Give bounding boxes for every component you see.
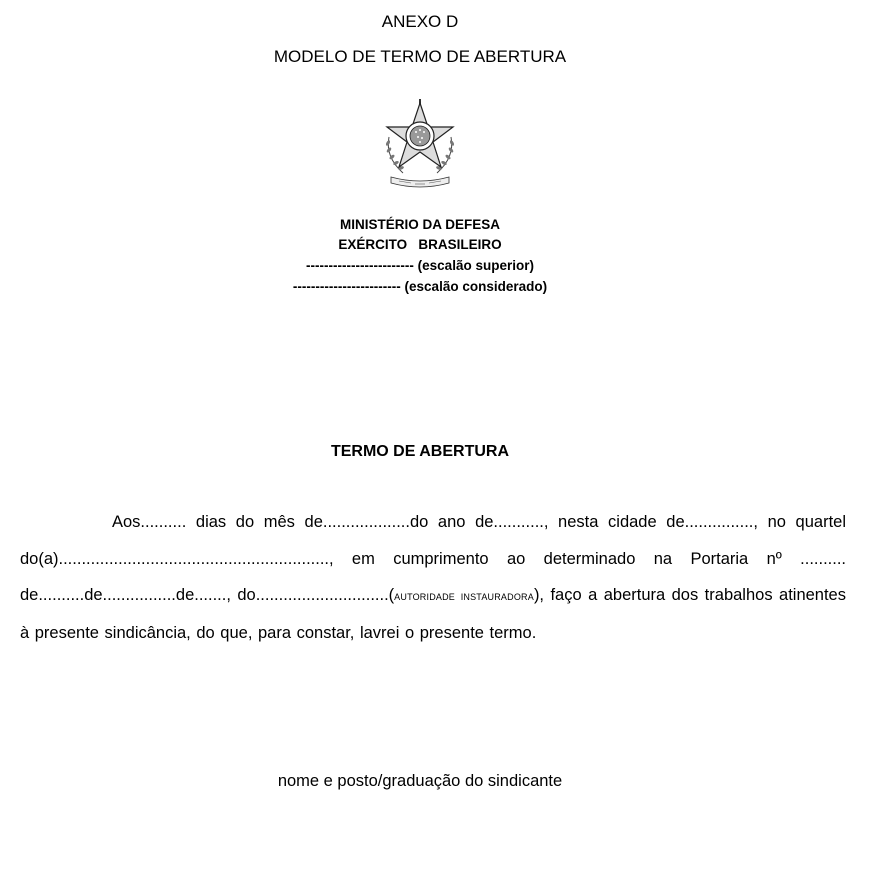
model-title: MODELO DE TERMO DE ABERTURA xyxy=(273,47,567,66)
signature-line: nome e posto/graduação do sindicante xyxy=(277,772,563,790)
annex-title: ANEXO D xyxy=(381,12,459,31)
army-line: EXÉRCITO BRASILEIRO xyxy=(338,237,502,252)
term-title: TERMO DE ABERTURA xyxy=(330,443,510,460)
body-text-part2: ), faço a abertura dos trabalhos atinentes à presente sindicância, do que, para constar, lavrei o presente termo. xyxy=(20,586,846,642)
coat-of-arms-icon xyxy=(375,97,465,189)
body-paragraph xyxy=(20,504,846,651)
superior-echelon-line: ------------------------ (escalão superior) xyxy=(306,258,534,273)
ministry-line: MINISTÉRIO DA DEFESA xyxy=(339,217,500,232)
authority-placeholder: autoridade instauradora xyxy=(394,588,534,603)
considered-echelon-line: ------------------------ (escalão considerado) xyxy=(292,279,548,294)
body-text-part1: Aos.......... dias do mês de...................do ano de..........., nesta cidade de..............., no quartel do(a)..........................................................., em cumprimento ao determinado na Portaria nº .......... de..........de................de......., do.............................( xyxy=(20,513,846,604)
